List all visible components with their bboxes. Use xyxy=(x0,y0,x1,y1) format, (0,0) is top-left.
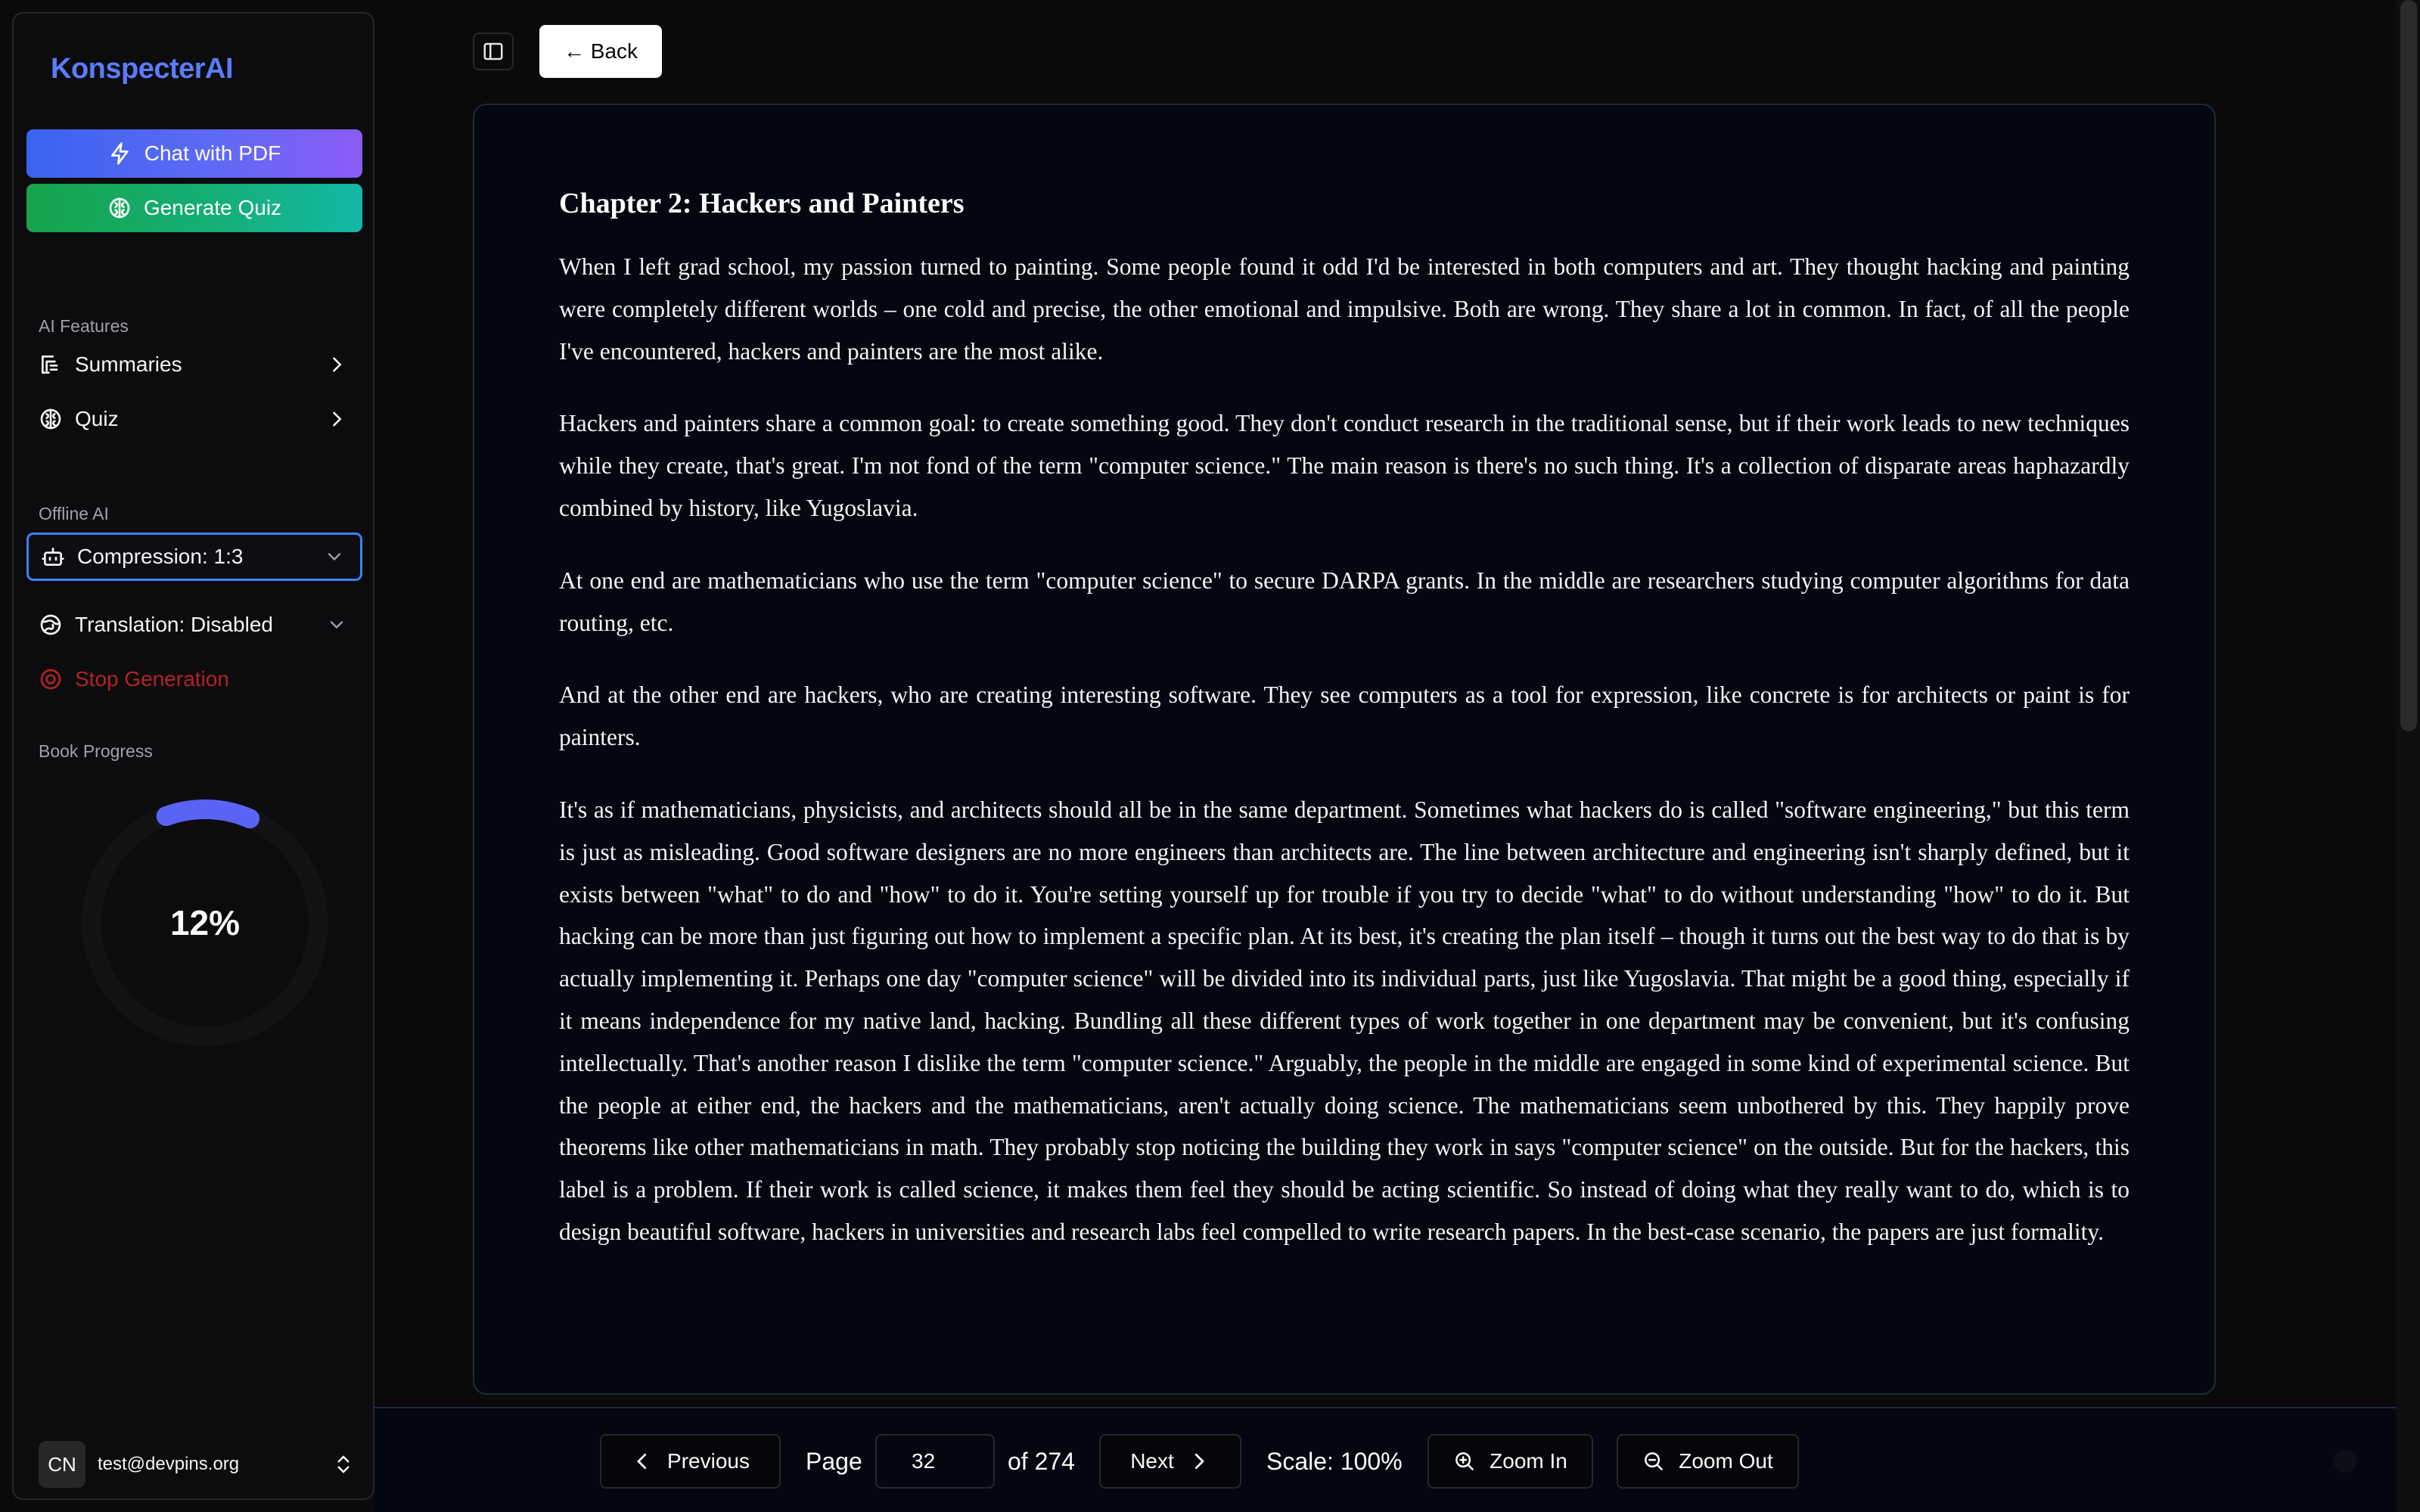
avatar: CN xyxy=(39,1441,85,1488)
zoom-out-button[interactable] xyxy=(1617,1434,1799,1489)
zoom-in-button[interactable] xyxy=(1427,1434,1593,1489)
previous-page-button[interactable] xyxy=(600,1434,781,1489)
robot-icon xyxy=(41,545,65,569)
next-page-button[interactable] xyxy=(1099,1434,1241,1489)
stop-generation-button[interactable] xyxy=(26,655,362,703)
user-menu[interactable] xyxy=(39,1439,362,1490)
brain-icon xyxy=(39,407,63,431)
paragraph: And at the other end are hackers, who are creating interesting software. They see computers as a tool for expression, like concrete is for architects or paint is for painters. xyxy=(559,681,2130,751)
sidebar xyxy=(12,12,374,1500)
zoom-out-icon xyxy=(1642,1450,1665,1473)
ai-features-heading: AI Features xyxy=(39,316,129,336)
chat-with-pdf-button[interactable] xyxy=(26,129,362,178)
book-progress-heading: Book Progress xyxy=(39,741,153,761)
zoom-in-icon xyxy=(1453,1450,1476,1473)
chevron-right-icon xyxy=(1188,1450,1210,1473)
scrollbar-thumb[interactable] xyxy=(2400,0,2417,731)
translation-select[interactable] xyxy=(26,601,362,649)
zoom-in-label: Zoom In xyxy=(1490,1449,1567,1473)
translation-label: Translation: Disabled xyxy=(75,613,273,636)
page-label: Page xyxy=(806,1447,862,1475)
chevron-right-icon xyxy=(326,354,347,375)
compression-label: Compression: 1:3 xyxy=(77,545,244,568)
panel-left-icon xyxy=(482,40,505,63)
summaries-icon xyxy=(39,352,63,377)
page-number-input[interactable] xyxy=(875,1434,995,1489)
paragraph: When I left grad school, my passion turned to painting. Some people found it odd I'd be interested in both computers and art. They thought hacking and painting were completely different worlds – one cold and precise, the other emotional and impulsive. Both are wrong. They share a lot in common. In fact, of all the people I've encountered, hackers and painters are the most alike. xyxy=(559,253,2130,365)
chevron-down-icon xyxy=(324,546,345,567)
pdf-page-viewer xyxy=(473,104,2216,1395)
sidebar-item-label: Summaries xyxy=(75,352,182,376)
sidebar-item-label: Quiz xyxy=(75,407,119,430)
page-total: of 274 xyxy=(1008,1447,1075,1475)
chevron-down-icon xyxy=(326,614,347,635)
user-email: test@devpins.org xyxy=(98,1454,240,1474)
paragraph: Hackers and painters share a common goal: to create something good. They don't conduct research in the traditional sense, but if their work leads to new techniques while they create, that's great. I'm not fond of the term "computer science." The main reason is there's no such thing. It's a collection of disparate areas haphazardly combined by history, like Yugoslavia. xyxy=(559,410,2130,521)
compression-select[interactable] xyxy=(26,532,362,581)
paragraph: At one end are mathematicians who use the term "computer science" to secure DARPA grants. In the middle are researchers studying computer algorithms for data routing, etc. xyxy=(559,567,2130,636)
brand-logo[interactable]: KonspecterAI xyxy=(51,53,234,85)
sidebar-item-quiz[interactable] xyxy=(26,395,362,443)
book-progress-ring xyxy=(80,798,330,1048)
generate-quiz-button[interactable] xyxy=(26,184,362,232)
sidebar-toggle-button[interactable] xyxy=(473,33,514,70)
brain-icon xyxy=(107,196,132,220)
generate-quiz-label: Generate Quiz xyxy=(143,196,282,219)
lightning-icon xyxy=(108,141,132,166)
scrollbar[interactable] xyxy=(2397,0,2420,1512)
chevron-up-down-icon xyxy=(332,1453,355,1476)
sidebar-item-summaries[interactable] xyxy=(26,340,362,389)
zoom-out-label: Zoom Out xyxy=(1679,1449,1773,1473)
stop-circle-icon xyxy=(39,667,63,691)
globe-icon xyxy=(39,613,63,637)
previous-label: Previous xyxy=(667,1449,750,1473)
progress-percent: 12% xyxy=(169,903,241,942)
chapter-title: Chapter 2: Hackers and Painters xyxy=(559,188,965,219)
offline-ai-heading: Offline AI xyxy=(39,504,109,523)
stop-generation-label: Stop Generation xyxy=(75,667,229,691)
next-label: Next xyxy=(1130,1449,1174,1473)
scale-readout: Scale: 100% xyxy=(1266,1447,1403,1475)
paragraph: It's as if mathematicians, physicists, and architects should all be in the same department. Sometimes what hackers do is called "software engineering," but this term is just as misleading. Good software designers are no more engineers than architects are. The line between architecture and engineering isn't sharply defined, but it exists between "what" to do and "how" to do it. You're setting yourself up for trouble if you try to decide "what" to do without understanding "how" to do it. But hacking can be more than just figuring out how to implement a specific plan. At its best, it's creating the plan itself – though it turns out the best way to do that is by actually implementing it. Perhaps one day "computer science" will be divided into its individual parts, just like Yugoslavia. That might be a good thing, especially if it means independence for my native land, hacking. Bundling all these different types of work together in one department may be convenient, but it's confusing intellectually. That's another reason I dislike the term "computer science." Arguably, the people in the middle are engaged in some kind of experimental science. But the people at either end, the hackers and the mathematicians, aren't actually doing science. The mathematicians seem unbothered by this. They happily prove theorems like other mathematicians in math. They probably stop noticing the building they work in says "computer science" on the outside. But for the hackers, this label is a problem. If their work is called science, it makes them feel they should be acting scientific. So instead of doing what they really want to do, which is to design beautiful software, hackers in universities and research labs feel compelled to write research papers. In the best-case scenario, the papers are just formality. xyxy=(559,796,2130,1245)
back-button[interactable]: ← Back xyxy=(539,25,662,78)
chevron-left-icon xyxy=(631,1450,654,1473)
chat-with-pdf-label: Chat with PDF xyxy=(144,141,281,165)
chevron-right-icon xyxy=(326,408,347,430)
status-indicator xyxy=(2334,1450,2356,1473)
